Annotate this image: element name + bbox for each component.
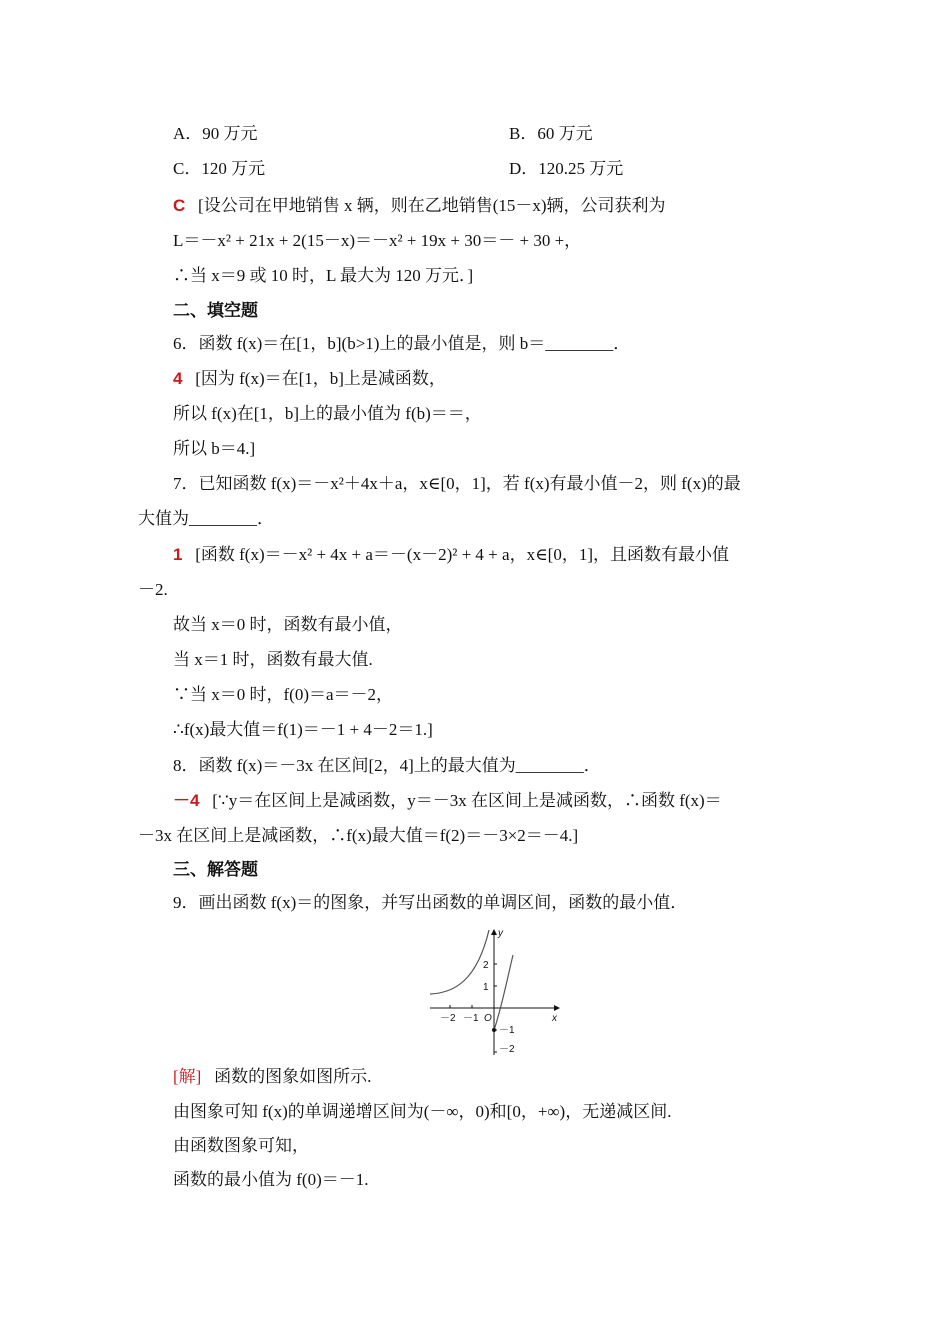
option-c: C．120 万元 (173, 159, 266, 178)
q9-solution-tag: [解] (173, 1067, 202, 1086)
q9-question: 9．画出函数 f(x)＝的图象，并写出函数的单调区间，函数的最小值． (173, 893, 688, 912)
q6-answer-line (173, 367, 446, 391)
q6-solution-line2: 所以 f(x)在[1，b]上的最小值为 f(b)＝＝， (173, 404, 482, 423)
q8-answer-line (173, 789, 722, 813)
q9-solution-line1: 函数的图象如图所示. (214, 1067, 372, 1086)
y-tick-1: 1 (483, 982, 489, 993)
section-fill-in: 二、填空题 (173, 301, 258, 320)
section-answer-questions: 三、解答题 (173, 860, 258, 879)
q8-solution-line2: －3x 在区间上是减函数，∴f(x)最大值＝f(2)＝－3×2＝－4.] (138, 826, 579, 845)
q8-answer: －4 (173, 791, 200, 810)
q6-solution-line1: [因为 f(x)＝在[1，b]上是减函数， (195, 369, 446, 388)
left-branch-curve (430, 930, 489, 994)
function-graph (425, 925, 565, 1060)
q6-solution-line3: 所以 b＝4.] (173, 439, 256, 458)
q9-solution-line4: 函数的最小值为 f(0)＝－1. (173, 1170, 369, 1189)
q6-answer: 4 (173, 369, 183, 388)
right-branch-curve (494, 955, 513, 1030)
y-tick-neg2: －2 (499, 1044, 515, 1055)
q9-solution-line2: 由图象可知 f(x)的单调递增区间为(－∞，0)和[0，+∞)，无递减区间. (173, 1102, 672, 1121)
origin-label: O (484, 1013, 492, 1024)
q9-solution-line1-row (173, 1065, 371, 1089)
option-a: A．90 万元 (173, 124, 258, 143)
q7-solution-line4: 当 x＝1 时，函数有最大值. (173, 650, 373, 669)
q6-question: 6．函数 f(x)＝在[1，b](b>1)上的最小值是，则 b＝________． (173, 334, 631, 353)
q7-answer: 1 (173, 545, 183, 564)
q5-solution-line1: [设公司在甲地销售 x 辆，则在乙地销售(15－x)辆，公司获利为 (198, 196, 666, 215)
q9-solution-line3: 由函数图象可知， (173, 1136, 309, 1155)
q7-answer-line (173, 543, 729, 567)
x-tick-neg2: －2 (440, 1013, 456, 1024)
y-tick-neg1: －1 (499, 1025, 515, 1036)
q7-question-line2: 大值为________． (138, 509, 274, 528)
x-tick-neg1: －1 (463, 1013, 479, 1024)
min-point (492, 1028, 496, 1032)
q5-solution-line2: L＝－x² + 21x + 2(15－x)＝－x² + 19x + 30＝－ + 30 +， (173, 231, 582, 250)
q8-solution-line1: [∵y＝在区间上是减函数，y＝－3x 在区间上是减函数，∴函数 f(x)＝ (212, 791, 722, 810)
q5-solution-line3: ∴当 x＝9 或 10 时，L 最大为 120 万元．] (173, 266, 474, 285)
y-tick-2: 2 (483, 960, 489, 971)
y-axis-label: y (498, 928, 503, 939)
x-axis-label: x (552, 1013, 557, 1024)
q7-solution-line5: ∵当 x＝0 时，f(0)＝a＝－2， (173, 685, 394, 704)
q7-solution-line1: [函数 f(x)＝－x² + 4x + a＝－(x－2)² + 4 + a，x∈[0，1]，且函数有最小值 (195, 545, 729, 564)
q7-solution-line6: ∴f(x)最大值＝f(1)＝－1 + 4－2＝1.] (173, 720, 433, 739)
q5-answer: C (173, 196, 186, 215)
q5-answer-line (173, 194, 666, 218)
option-d: D．120.25 万元 (509, 159, 624, 178)
q7-solution-line2: －2. (138, 580, 168, 599)
q8-question: 8．函数 f(x)＝－3x 在区间[2，4]上的最大值为________． (173, 756, 601, 775)
option-b: B．60 万元 (509, 124, 593, 143)
q7-solution-line3: 故当 x＝0 时，函数有最小值， (173, 615, 403, 634)
q7-question-line1: 7．已知函数 f(x)＝－x²＋4x＋a，x∈[0，1]，若 f(x)有最小值－2，则 f(x)的最 (173, 474, 741, 493)
